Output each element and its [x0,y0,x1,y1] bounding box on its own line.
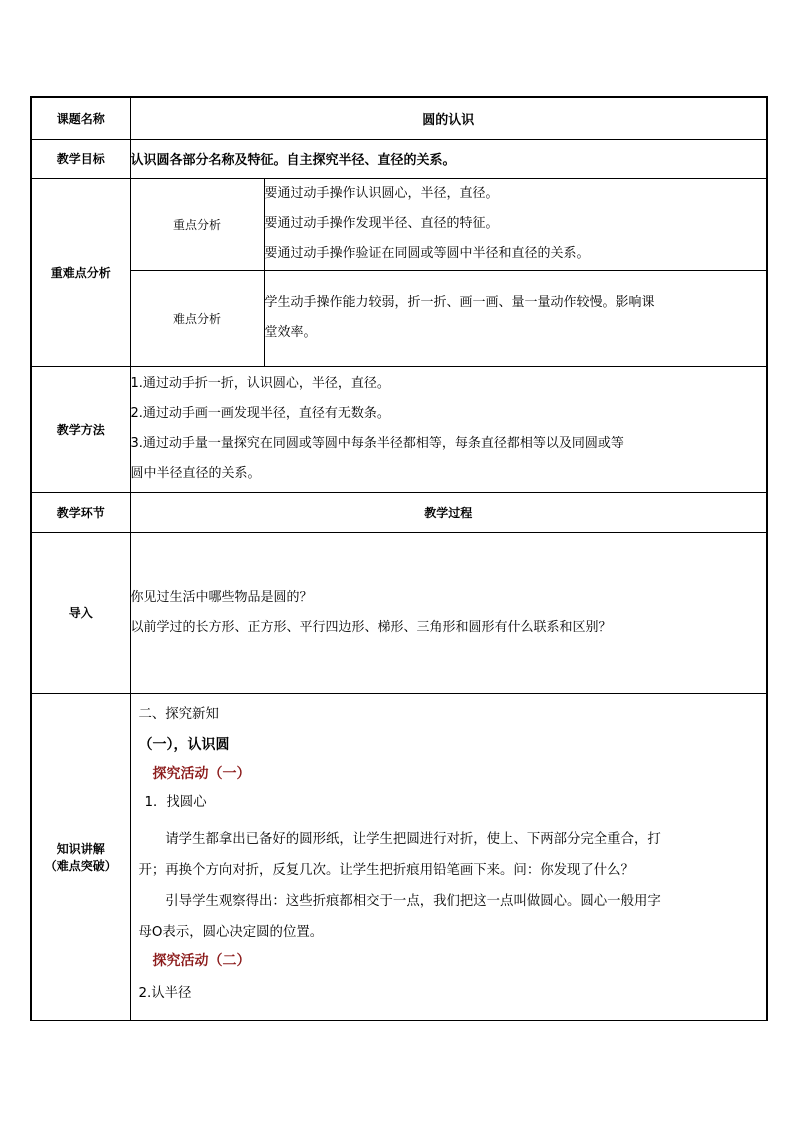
objective-text: 认识圆各部分名称及特征。自主探究半径、直径的关系。 [130,139,767,178]
objective-label: 教学目标 [31,139,130,178]
difficult-point-content [264,270,767,366]
lesson-plan-table [30,96,768,1021]
method-label: 教学方法 [31,366,130,492]
paragraph-one-line1: 请学生都拿出已备好的圆形纸，让学生把圆进行对折，使上、下两部分完全重合，打 [165,831,661,847]
key-point-content [264,178,767,270]
paragraph-two-line1: 引导学生观察得出：这些折痕都相交于一点，我们把这一点叫做圆心。圆心一般用字 [165,893,661,909]
key-point-line: 要通过动手操作发现半径、直径的特征。 [264,216,499,231]
knowledge-label-line1: 知识讲解 [56,841,105,856]
topic-label: 课题名称 [31,97,130,139]
paragraph-one-line2: 开；再换个方向对折，反复几次。让学生把折痕用铅笔画下来。问：你发现了什么？ [138,862,634,878]
method-line: 2.通过动手画一画发现半径，直径有无数条。 [130,406,390,421]
paragraph-two-line2: 母O表示，圆心决定圆的位置。 [138,924,324,940]
difficult-point-line: 学生动手操作能力较弱，折一折、画一画、量一量动作较慢。影响课 [264,295,655,310]
paragraph-one [139,824,759,886]
paragraph-two [139,886,759,948]
difficult-point-label: 难点分析 [130,270,264,366]
intro-line: 以前学过的长方形、正方形、平行四边形、梯形、三角形和圆形有什么联系和区别？ [130,619,612,635]
stage-header-row [31,492,767,532]
activity-two-heading: 探究活动（二） [152,952,251,969]
difficult-point-line: 堂效率。 [264,325,317,340]
section-heading: 二、探究新知 [138,706,219,722]
stage-label: 教学环节 [31,492,130,532]
key-point-label: 重点分析 [130,178,264,270]
intro-line: 你见过生活中哪些物品是圆的？ [130,589,313,605]
topic-row [31,97,767,139]
step-two-heading: 2.认半径 [138,985,192,1001]
objective-row [31,139,767,178]
knowledge-label [31,693,130,1020]
activity-one-heading: 探究活动（一） [152,765,251,782]
difficult-point-row [31,270,767,366]
intro-content [130,532,767,693]
key-point-line: 要通过动手操作验证在同圆或等圆中半径和直径的关系。 [264,246,590,261]
method-content [130,366,767,492]
intro-row [31,532,767,693]
knowledge-content [130,693,767,1020]
topic-title: 圆的认识 [130,97,767,139]
analysis-label: 重难点分析 [31,178,130,366]
subsection-heading: （一），认识圆 [138,736,230,753]
method-line: 1.通过动手折一折，认识圆心，半径，直径。 [130,376,390,391]
process-header: 教学过程 [130,492,767,532]
method-row [31,366,767,492]
knowledge-label-line2: （难点突破） [44,858,117,873]
method-line: 3.通过动手量一量探究在同圆或等圆中每条半径都相等，每条直径都相等以及同圆或等 [130,436,624,451]
step-one-heading: 1．找圆心 [144,794,207,810]
knowledge-row [31,693,767,1020]
intro-label: 导入 [31,532,130,693]
key-point-line: 要通过动手操作认识圆心，半径，直径。 [264,186,499,201]
key-point-row [31,178,767,270]
method-line: 圆中半径直径的关系。 [130,466,261,481]
